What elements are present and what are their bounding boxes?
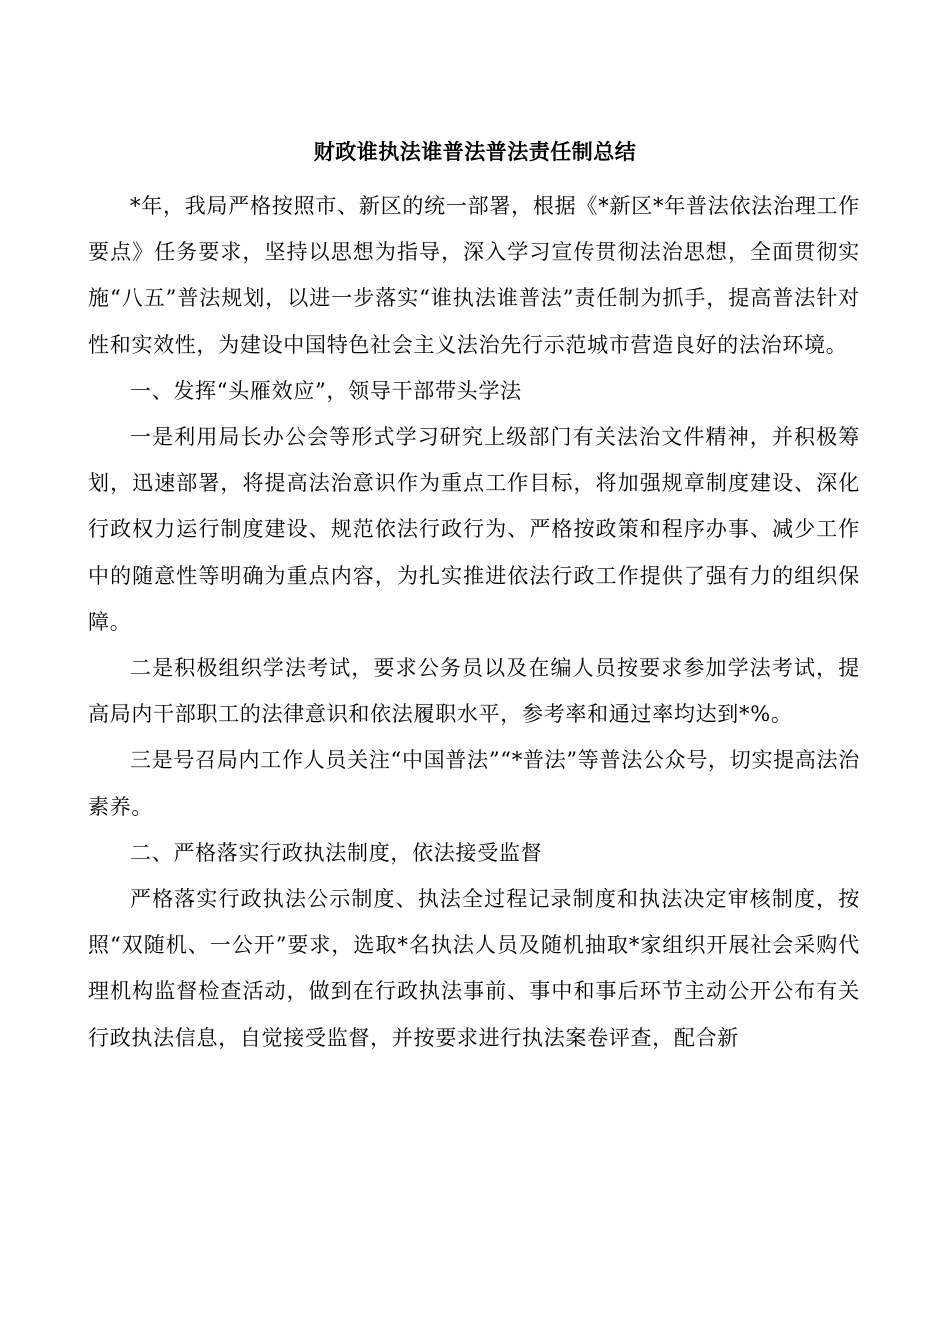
intro-paragraph: *年，我局严格按照市、新区的统一部署，根据《*新区*年普法依法治理工作要点》任务要求，坚持以思想为指导，深入学习宣传贯彻法治思想，全面贯彻实施“八五”普法规划，以进一步落实“谁执法谁普法”责任制为抓手，提高普法针对性和实效性，为建设中国特色社会主义法治先行示范城市营造良好的法治环境。 — [88, 194, 860, 357]
section-heading-1: 一、发挥“头雁效应”，领导干部带头学法 — [130, 378, 522, 403]
paragraph-item-3: 三是号召局内工作人员关注“中国普法”“*普法”等普法公众号，切实提高法治素养。 — [88, 748, 860, 819]
paragraph-item-2: 二是积极组织学法考试，要求公务员以及在编人员按要求参加学法考试，提高局内干部职工的法律意识和依法履职水平，参考率和通过率均达到*%。 — [88, 656, 860, 727]
section-heading-2: 二、严格落实行政执法制度，依法接受监督 — [130, 840, 543, 865]
paragraph-enforcement: 严格落实行政执法公示制度、执法全过程记录制度和执法决定审核制度，按照“双随机、一公开”要求，选取*名执法人员及随机抽取*家组织开展社会采购代理机构监督检查活动，做到在行政执法事前、事中和事后环节主动公开公布有关行政执法信息，自觉接受监督，并按要求进行执法案卷评查，配合新 — [88, 887, 860, 1050]
paragraph-item-1: 一是利用局长办公会等形式学习研究上级部门有关法治文件精神，并积极筹划，迅速部署，将提高法治意识作为重点工作目标，将加强规章制度建设、深化行政权力运行制度建设、规范依法行政行为、严格按政策和程序办事、减少工作中的随意性等明确为重点内容，为扎实推进依法行政工作提供了强有力的组织保障。 — [88, 425, 860, 634]
document-title: 财政谁执法谁普法普法责任制总结 — [313, 139, 637, 164]
document-body — [88, 183, 860, 1061]
